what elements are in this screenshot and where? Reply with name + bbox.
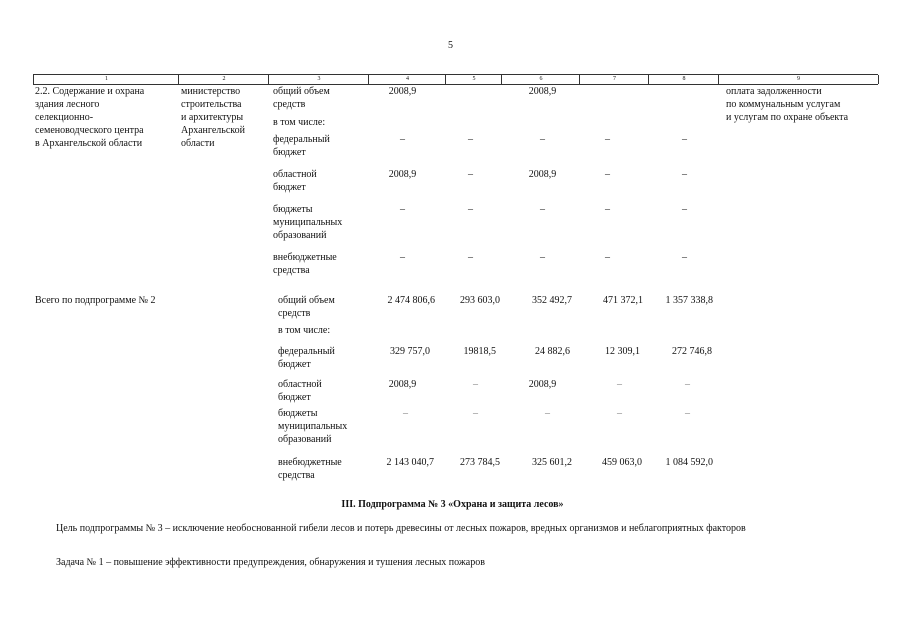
row22-municipal-col7: – — [605, 204, 610, 215]
total2-src-including: в том числе: — [278, 325, 331, 336]
total2-federal-col8: 272 746,8 — [672, 346, 712, 357]
row22-federal-col4: – — [400, 134, 405, 145]
row22-regional-col7: – — [605, 169, 610, 180]
total2-regional-col4: 2008,9 — [388, 379, 417, 390]
row22-federal-col6: – — [540, 134, 545, 145]
row22-src-including: в том числе: — [273, 117, 326, 128]
total2-municipal-col6: – — [545, 408, 550, 419]
col-header-8: 8 — [648, 75, 719, 84]
row22-note: оплата задолженности по коммунальным услугам и услугам по охране объекта — [726, 86, 849, 123]
row22-federal-col8: – — [682, 134, 687, 145]
row22-regional-col6: 2008,9 — [528, 169, 557, 180]
row22-regional-col5: – — [468, 169, 473, 180]
row22-extra-col7: – — [605, 252, 610, 263]
total2-src-federal: федеральный бюджет — [278, 346, 335, 370]
row22-src-regional: областной бюджет — [273, 169, 317, 193]
total2-regional-col6: 2008,9 — [528, 379, 557, 390]
col-header-6: 6 — [501, 75, 580, 84]
page-number: 5 — [448, 40, 453, 51]
total2-federal-col6: 24 882,6 — [535, 346, 570, 357]
total2-src-total: общий объем средств — [278, 295, 335, 319]
row22-executor: министерство строительства и архитектуры Архангельской области — [181, 86, 245, 149]
col-header-5: 5 — [445, 75, 502, 84]
row22-extra-col6: – — [540, 252, 545, 263]
total2-federal-col4: 329 757,0 — [390, 346, 430, 357]
total2-municipal-col5: – — [473, 408, 478, 419]
task-paragraph: Задача № 1 – повышение эффективности предупреждения, обнаружения и тушения лесных пожаров — [56, 557, 485, 568]
total2-src-municipal: бюджеты муниципальных образований — [278, 408, 348, 445]
row22-municipal-col8: – — [682, 204, 687, 215]
total2-federal-col7: 12 309,1 — [605, 346, 640, 357]
total2-regional-col7: – — [617, 379, 622, 390]
total2-total-col6: 352 492,7 — [532, 295, 572, 306]
total2-total-col7: 471 372,1 — [603, 295, 643, 306]
total2-regional-col8: – — [685, 379, 690, 390]
total2-extra-col6: 325 601,2 — [532, 457, 572, 468]
col-header-2: 2 — [178, 75, 269, 84]
row22-federal-col5: – — [468, 134, 473, 145]
row22-municipal-col6: – — [540, 204, 545, 215]
total2-title: Всего по подпрограмме № 2 — [35, 295, 156, 306]
col-header-7: 7 — [579, 75, 649, 84]
total2-federal-col5: 19818,5 — [463, 346, 496, 357]
table-header-row — [33, 74, 878, 85]
total2-extra-col5: 273 784,5 — [460, 457, 500, 468]
total2-total-col8: 1 357 338,8 — [665, 295, 713, 306]
row22-federal-col7: – — [605, 134, 610, 145]
total2-total-col5: 293 603,0 — [460, 295, 500, 306]
total2-municipal-col7: – — [617, 408, 622, 419]
row22-municipal-col4: – — [400, 204, 405, 215]
total2-municipal-col8: – — [685, 408, 690, 419]
total2-extra-col7: 459 063,0 — [602, 457, 642, 468]
row22-extra-col5: – — [468, 252, 473, 263]
row22-title: 2.2. Содержание и охрана здания лесного селекционно- семеноводческого центра в Архангельской области — [35, 86, 145, 149]
row22-total-col4: 2008,9 — [388, 86, 417, 97]
row22-src-total: общий объем средств — [273, 86, 330, 110]
row22-extra-col8: – — [682, 252, 687, 263]
total2-regional-col5: – — [473, 379, 478, 390]
col-header-4: 4 — [368, 75, 446, 84]
row22-src-extra: внебюджетные средства — [273, 252, 337, 276]
row22-extra-col4: – — [400, 252, 405, 263]
total2-total-col4: 2 474 806,6 — [387, 295, 435, 306]
section-heading: III. Подпрограмма № 3 «Охрана и защита лесов» — [341, 499, 564, 510]
total2-municipal-col4: – — [403, 408, 408, 419]
total2-src-regional: областной бюджет — [278, 379, 322, 403]
row22-regional-col8: – — [682, 169, 687, 180]
goal-paragraph: Цель подпрограммы № 3 – исключение необоснованной гибели лесов и потерь древесины от лесных пожаров, вредных организмов и неблагоприятных факторов — [56, 523, 746, 534]
col-header-1: 1 — [33, 75, 179, 84]
col-header-3: 3 — [268, 75, 369, 84]
row22-regional-col4: 2008,9 — [388, 169, 417, 180]
row22-src-federal: федеральный бюджет — [273, 134, 330, 158]
total2-extra-col8: 1 084 592,0 — [665, 457, 713, 468]
row22-src-municipal: бюджеты муниципальных образований — [273, 204, 343, 241]
total2-src-extra: внебюджетные средства — [278, 457, 342, 481]
col-header-9: 9 — [718, 75, 879, 84]
row22-municipal-col5: – — [468, 204, 473, 215]
total2-extra-col4: 2 143 040,7 — [386, 457, 434, 468]
row22-total-col6: 2008,9 — [528, 86, 557, 97]
